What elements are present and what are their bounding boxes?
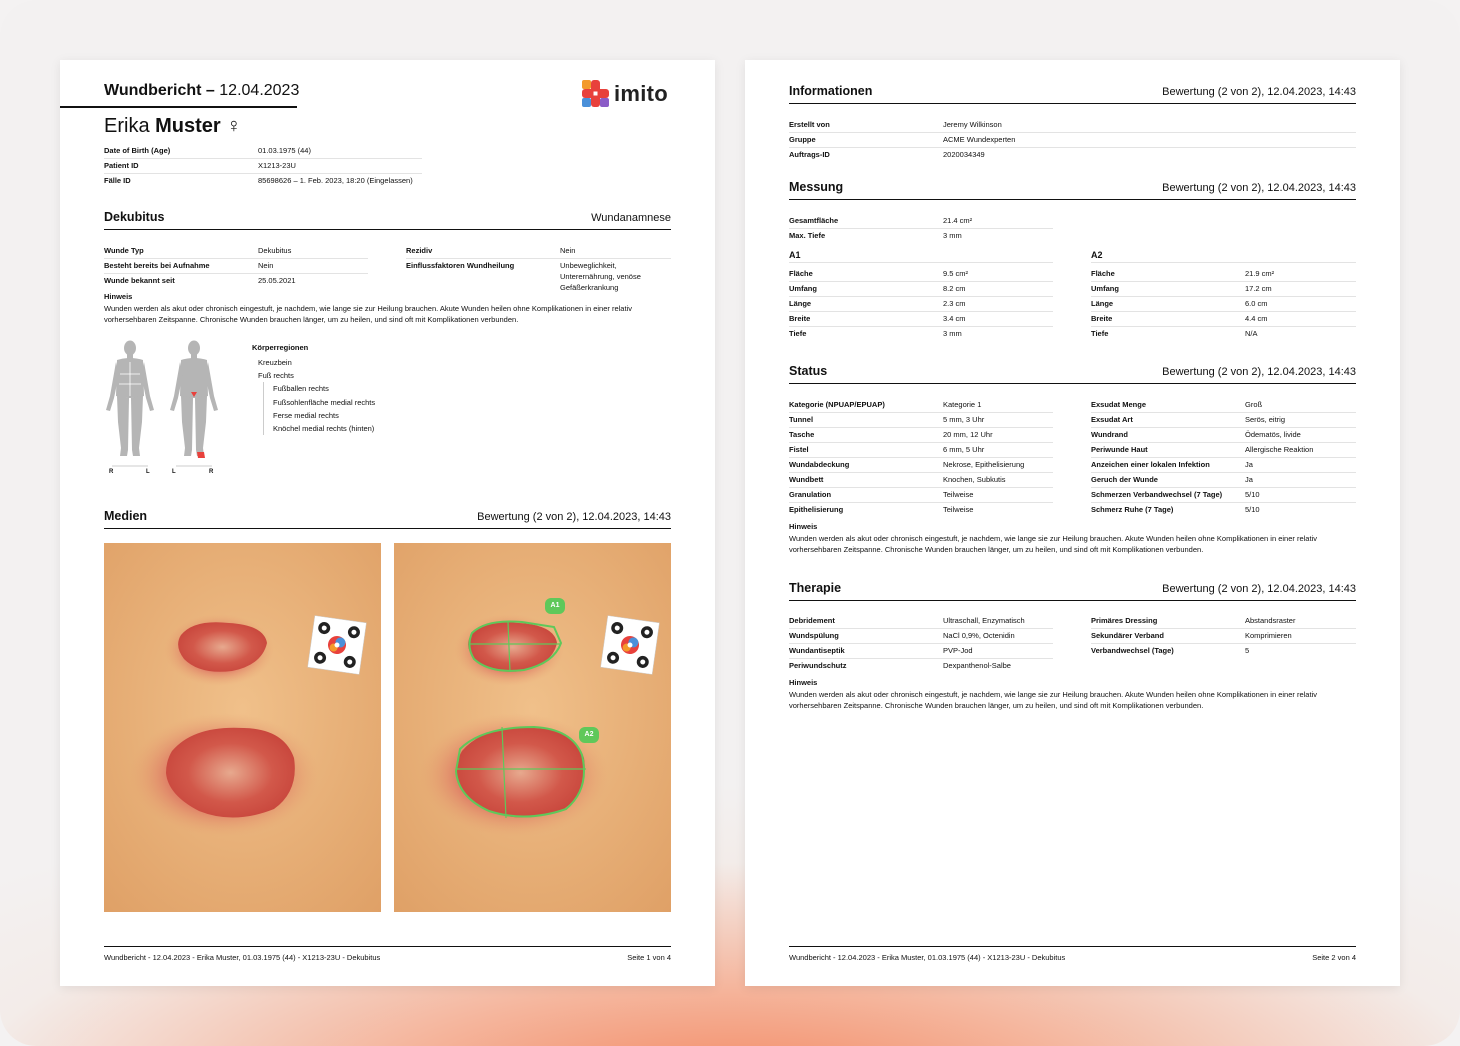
- field-label: Verbandwechsel (Tage): [1091, 646, 1174, 655]
- body-regions-title: Körperregionen: [252, 343, 309, 352]
- field-label: Rezidiv: [406, 246, 433, 255]
- field-value: 5 mm, 3 Uhr: [943, 415, 985, 424]
- hint-text: Wunden werden als akut oder chronisch eingestuft, je nachdem, wie lange sie zur Heilung brauchen. Akute Wunden heilen ohne Komplikationen in einer relativ vorhersehbaren Zeitspanne. Chronische Wunden brauchen länger, um zu heilen, und sind oft mit Komplikationen verbunden.: [789, 534, 1317, 554]
- field-value: 9.5 cm²: [943, 269, 969, 278]
- therapy-row: [1091, 643, 1356, 658]
- back-right-label: R: [209, 469, 214, 475]
- field-label: Schmerzen Verbandwechsel (7 Tage): [1091, 490, 1223, 499]
- imito-logo-text: imito: [614, 80, 669, 106]
- field-value: Serös, eitrig: [1245, 415, 1286, 424]
- status-row: [1091, 487, 1356, 503]
- a2-row: [1091, 311, 1356, 327]
- therapy-row: [789, 658, 1053, 673]
- patient-first-name: Erika: [104, 115, 150, 137]
- front-right-label: R: [109, 469, 114, 475]
- a1-row: [789, 311, 1053, 327]
- body-regions-list: [258, 356, 375, 435]
- field-label: Sekundärer Verband: [1091, 631, 1164, 640]
- field-label: Umfang: [1091, 284, 1119, 293]
- wound-type-row: [104, 243, 368, 259]
- field-value: Ja: [1245, 475, 1253, 484]
- status-row: [789, 487, 1053, 503]
- status-row: [789, 502, 1053, 517]
- patient-info-row: [104, 173, 422, 188]
- field-label: Debridement: [789, 616, 835, 625]
- region-subitem: Fußballen rechts: [273, 384, 329, 394]
- field-value: Ödematös, livide: [1245, 430, 1301, 439]
- section-subtitle: Bewertung (2 von 2), 12.04.2023, 14:43: [1162, 583, 1356, 595]
- body-front-figure: [106, 341, 154, 457]
- therapy-row: [789, 613, 1053, 629]
- therapy-row: [789, 628, 1053, 644]
- field-label: Länge: [1091, 299, 1114, 308]
- section-title: Status: [789, 364, 828, 378]
- marker-a1[interactable]: A1: [545, 598, 565, 614]
- page-number: Seite 1 von 4: [627, 953, 671, 962]
- field-label: Fläche: [1091, 269, 1115, 278]
- field-value: 21.9 cm²: [1245, 269, 1275, 278]
- patient-info-value: 85698626 – 1. Feb. 2023, 18:20 (Eingelassen): [258, 176, 413, 185]
- female-sex-icon: ♀: [226, 115, 242, 137]
- field-value: 4.4 cm: [1245, 314, 1268, 323]
- field-label: Schmerz Ruhe (7 Tage): [1091, 505, 1174, 514]
- field-value: Kategorie 1: [943, 400, 982, 409]
- field-value: 5: [1245, 646, 1250, 655]
- field-value: 3 mm: [943, 329, 962, 338]
- field-value: 3 mm: [943, 231, 962, 240]
- field-value: NaCl 0,9%, Octenidin: [943, 631, 1015, 640]
- field-value: Knochen, Subkutis: [943, 475, 1006, 484]
- footer-text: Wundbericht - 12.04.2023 - Erika Muster, 01.03.1975 (44) - X1213-23U - Dekubitus: [104, 953, 381, 962]
- a1-row: [789, 281, 1053, 297]
- field-value: ACME Wundexperten: [943, 135, 1016, 144]
- a1-row: [789, 326, 1053, 341]
- field-value: 5/10: [1245, 490, 1260, 499]
- status-row: [789, 397, 1053, 413]
- report-page-1: [60, 60, 715, 986]
- section-title: Therapie: [789, 581, 842, 595]
- report-page-2: [745, 60, 1400, 986]
- region-subitems: [263, 382, 375, 435]
- patient-info-label: Fälle ID: [104, 176, 131, 185]
- field-label: Periwundschutz: [789, 661, 847, 670]
- therapy-row: [1091, 613, 1356, 629]
- field-label: Umfang: [789, 284, 817, 293]
- field-label: Länge: [789, 299, 812, 308]
- field-value: Abstandsraster: [1245, 616, 1296, 625]
- field-value: Ultraschall, Enzymatisch: [943, 616, 1025, 625]
- patient-last-name: Muster: [155, 115, 221, 137]
- status-row: [1091, 457, 1356, 473]
- field-value: Ja: [1245, 460, 1253, 469]
- field-value: 2.3 cm: [943, 299, 966, 308]
- field-label: Epithelisierung: [789, 505, 844, 514]
- field-label: Tiefe: [789, 329, 807, 338]
- report-title-label: Wundbericht –: [104, 82, 215, 99]
- status-row: [789, 412, 1053, 428]
- status-row: [789, 457, 1053, 473]
- section-title: Informationen: [789, 84, 873, 98]
- healing-factors-row: [406, 258, 671, 293]
- status-row: [1091, 412, 1356, 428]
- section-subtitle: Bewertung (2 von 2), 12.04.2023, 14:43: [1162, 366, 1356, 378]
- patient-info-row: [104, 158, 422, 174]
- status-row: [1091, 472, 1356, 488]
- field-value: Groß: [1245, 400, 1263, 409]
- hint-text: Wunden werden als akut oder chronisch eingestuft, je nachdem, wie lange sie zur Heilung brauchen. Akute Wunden heilen ohne Komplikationen in einer relativ vorhersehbaren Zeitspanne. Chronische Wunden brauchen länger, um zu heilen, und sind oft mit Komplikationen verbunden.: [104, 304, 632, 324]
- field-value: Teilweise: [943, 505, 974, 514]
- field-value: Nekrose, Epithelisierung: [943, 460, 1025, 469]
- measurement-section-header: [789, 180, 1356, 200]
- field-value: Komprimieren: [1245, 631, 1292, 640]
- field-value: Unbeweglichkeit, Unterernährung, venöse Gefäßerkrankung: [560, 261, 641, 292]
- status-row: [1091, 442, 1356, 458]
- field-label: Kategorie (NPUAP/EPUAP): [789, 400, 885, 409]
- therapy-row: [789, 643, 1053, 659]
- field-label: Fläche: [789, 269, 813, 278]
- field-value: 17.2 cm: [1245, 284, 1272, 293]
- section-title: Medien: [104, 509, 148, 523]
- area-a1-title: A1: [789, 250, 1053, 263]
- page-number: Seite 2 von 4: [1312, 953, 1356, 962]
- field-value: Nein: [258, 261, 274, 270]
- field-value: 6.0 cm: [1245, 299, 1268, 308]
- field-value: 20 mm, 12 Uhr: [943, 430, 993, 439]
- info-section-header: [789, 84, 1356, 104]
- measurement-row: [789, 213, 1053, 229]
- field-label: Periwunde Haut: [1091, 445, 1148, 454]
- area-a2-title: A2: [1091, 250, 1356, 263]
- field-value: Nein: [560, 246, 576, 255]
- field-label: Breite: [789, 314, 811, 323]
- title-rule: [60, 106, 297, 108]
- field-label: Auftrags-ID: [789, 150, 830, 159]
- field-label: Einflussfaktoren Wundheilung: [406, 261, 515, 270]
- section-subtitle: Bewertung (2 von 2), 12.04.2023, 14:43: [1162, 86, 1356, 98]
- body-map: [100, 338, 230, 478]
- field-label: Wunde bekannt seit: [104, 276, 175, 285]
- section-subtitle: Bewertung (2 von 2), 12.04.2023, 14:43: [1162, 182, 1356, 194]
- imito-logo-icon: [582, 80, 609, 107]
- status-row: [1091, 397, 1356, 413]
- patient-info-value: X1213-23U: [258, 161, 296, 170]
- field-value: N/A: [1245, 329, 1258, 338]
- region-item: Kreuzbein: [258, 358, 292, 367]
- front-left-label: L: [146, 469, 150, 475]
- dekubitus-section-header: [104, 210, 671, 230]
- a2-row: [1091, 296, 1356, 312]
- a1-row: [789, 266, 1053, 282]
- field-value: Allergische Reaktion: [1245, 445, 1314, 454]
- field-label: Tunnel: [789, 415, 814, 424]
- region-subitem: Knöchel medial rechts (hinten): [273, 424, 375, 434]
- imito-logo: [582, 80, 668, 107]
- report-title-date: 12.04.2023: [214, 82, 300, 99]
- field-value: Teilweise: [943, 490, 974, 499]
- field-label: Exsudat Menge: [1091, 400, 1147, 409]
- field-label: Exsudat Art: [1091, 415, 1133, 424]
- status-row: [789, 472, 1053, 488]
- field-label: Tiefe: [1091, 329, 1109, 338]
- measurement-row: [789, 228, 1053, 243]
- field-label: Granulation: [789, 490, 832, 499]
- patient-name: [104, 115, 241, 138]
- status-row: [789, 427, 1053, 443]
- status-row: [789, 442, 1053, 458]
- a1-row: [789, 296, 1053, 312]
- back-left-label: L: [172, 469, 176, 475]
- region-item: Fuß rechts: [258, 371, 294, 381]
- existing-on-admission-row: [104, 258, 368, 274]
- patient-info-row: [104, 143, 422, 159]
- therapy-row: [1091, 628, 1356, 644]
- field-label: Max. Tiefe: [789, 231, 826, 240]
- hint-label: Hinweis: [789, 678, 818, 687]
- field-value: 6 mm, 5 Uhr: [943, 445, 985, 454]
- field-value: Dekubitus: [258, 246, 292, 255]
- section-title: Messung: [789, 180, 844, 194]
- info-row: [789, 117, 1356, 133]
- hint-label: Hinweis: [104, 292, 133, 301]
- field-label: Breite: [1091, 314, 1113, 323]
- report-title: [104, 82, 299, 100]
- section-title: Dekubitus: [104, 210, 165, 224]
- field-label: Erstellt von: [789, 120, 830, 129]
- field-value: 2020034349: [943, 150, 985, 159]
- field-label: Wunde Typ: [104, 246, 144, 255]
- section-subtitle: Wundanamnese: [591, 212, 671, 224]
- info-row: [789, 132, 1356, 148]
- field-value: 8.2 cm: [943, 284, 966, 293]
- field-label: Anzeichen einer lokalen Infektion: [1091, 460, 1210, 469]
- field-label: Primäres Dressing: [1091, 616, 1158, 625]
- footer-text: Wundbericht - 12.04.2023 - Erika Muster, 01.03.1975 (44) - X1213-23U - Dekubitus: [789, 953, 1066, 962]
- field-label: Besteht bereits bei Aufnahme: [104, 261, 210, 270]
- wound-photo-original[interactable]: [104, 543, 381, 912]
- body-back-figure: [170, 341, 218, 457]
- field-label: Tasche: [789, 430, 815, 439]
- field-label: Gesamtfläche: [789, 216, 839, 225]
- wound-known-since-row: [104, 273, 368, 288]
- footer-rule: [789, 946, 1356, 947]
- field-label: Wundantiseptik: [789, 646, 845, 655]
- therapy-section-header: [789, 581, 1356, 601]
- field-value: 25.05.2021: [258, 276, 296, 285]
- info-row: [789, 147, 1356, 162]
- region-subitem: Ferse medial rechts: [273, 410, 339, 420]
- field-label: Wundspülung: [789, 631, 839, 640]
- hint-text: Wunden werden als akut oder chronisch eingestuft, je nachdem, wie lange sie zur Heilung brauchen. Akute Wunden heilen ohne Komplikationen in einer relativ vorhersehbaren Zeitspanne. Chronische Wunden brauchen länger, um zu heilen, und sind oft mit Komplikationen verbunden.: [789, 690, 1317, 710]
- field-label: Wundrand: [1091, 430, 1128, 439]
- wound-photo-measured[interactable]: [394, 543, 671, 912]
- status-row: [1091, 502, 1356, 517]
- a2-row: [1091, 326, 1356, 341]
- a2-row: [1091, 281, 1356, 297]
- field-value: 5/10: [1245, 505, 1260, 514]
- patient-info-label: Date of Birth (Age): [104, 146, 171, 155]
- a2-row: [1091, 266, 1356, 282]
- field-value: Dexpanthenol-Salbe: [943, 661, 1011, 670]
- field-label: Wundabdeckung: [789, 460, 850, 469]
- field-value: PVP-Jod: [943, 646, 973, 655]
- foot-marker: [197, 452, 205, 458]
- recurrence-row: [406, 243, 671, 259]
- field-value: 3.4 cm: [943, 314, 966, 323]
- region-subitem: Fußsohlenfläche medial rechts: [273, 397, 376, 407]
- patient-info-label: Patient ID: [104, 161, 139, 170]
- field-label: Wundbett: [789, 475, 824, 484]
- field-label: Geruch der Wunde: [1091, 475, 1158, 484]
- field-label: Gruppe: [789, 135, 816, 144]
- footer-rule: [104, 946, 671, 947]
- hint-label: Hinweis: [789, 522, 818, 531]
- status-row: [1091, 427, 1356, 443]
- status-section-header: [789, 364, 1356, 384]
- patient-info-value: 01.03.1975 (44): [258, 146, 311, 155]
- section-subtitle: Bewertung (2 von 2), 12.04.2023, 14:43: [477, 511, 671, 523]
- marker-a2[interactable]: A2: [579, 727, 599, 743]
- media-section-header: [104, 509, 671, 529]
- field-value: Jeremy Wilkinson: [943, 120, 1002, 129]
- field-value: 21.4 cm²: [943, 216, 973, 225]
- field-label: Fistel: [789, 445, 809, 454]
